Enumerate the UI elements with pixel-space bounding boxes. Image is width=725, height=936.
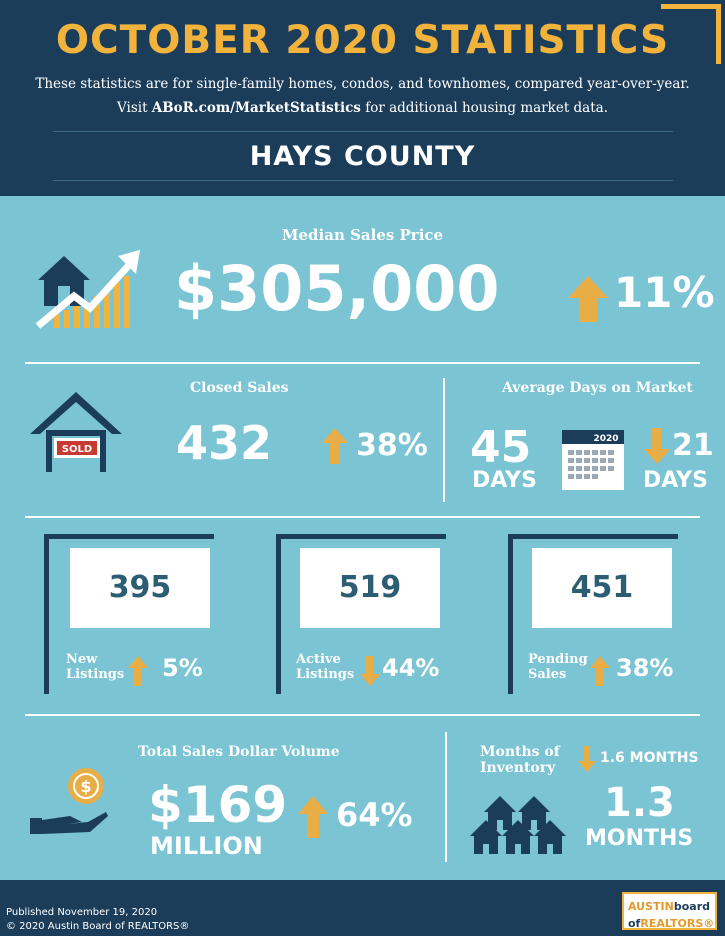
label-line: Pending bbox=[528, 652, 588, 667]
inventory-unit: MONTHS bbox=[585, 826, 694, 851]
sales-volume-unit: MILLION bbox=[150, 832, 263, 860]
logo-text: REALTORS® bbox=[640, 917, 715, 930]
sold-house-icon bbox=[30, 386, 122, 474]
arrow-up-icon bbox=[568, 276, 608, 322]
divider bbox=[53, 180, 673, 181]
divider bbox=[25, 516, 700, 518]
listing-sign bbox=[300, 548, 440, 628]
sign-post bbox=[508, 534, 513, 694]
sold-sign-text: SOLD bbox=[61, 444, 93, 455]
svg-text:$: $ bbox=[80, 777, 92, 796]
market-stats-link[interactable]: ABoR.com/MarketStatistics bbox=[151, 100, 361, 116]
active-listings-value: 519 bbox=[338, 570, 402, 605]
sign-post bbox=[276, 534, 446, 539]
county-name: HAYS COUNTY bbox=[249, 141, 476, 172]
divider bbox=[53, 131, 673, 132]
subtitle-text: Visit bbox=[117, 100, 152, 116]
arrow-down-icon bbox=[360, 656, 380, 686]
label-line: New bbox=[66, 652, 98, 667]
subtitle-line-2 bbox=[0, 100, 725, 116]
arrow-up-icon bbox=[322, 428, 348, 464]
inventory-value: 1.3 bbox=[604, 780, 675, 826]
page-title: OCTOBER 2020 STATISTICS bbox=[55, 18, 670, 63]
arrow-down-icon bbox=[644, 428, 670, 464]
closed-sales-label: Closed Sales bbox=[190, 380, 289, 396]
abor-logo bbox=[622, 892, 717, 930]
money-hand-icon bbox=[30, 766, 110, 838]
listing-sign bbox=[532, 548, 672, 628]
subtitle-text: for additional housing market data. bbox=[360, 100, 608, 116]
days-change-value: 21 bbox=[672, 428, 714, 463]
pending-sales-label bbox=[528, 652, 588, 682]
pending-sales-change: 38% bbox=[616, 654, 674, 682]
closed-sales-change: 38% bbox=[356, 428, 428, 463]
logo-text: of bbox=[628, 917, 641, 930]
days-unit: DAYS bbox=[472, 468, 537, 493]
calendar-year: 2020 bbox=[593, 434, 619, 444]
median-price-change: 11% bbox=[614, 268, 715, 317]
arrow-up-icon bbox=[590, 656, 610, 686]
houses-icon bbox=[470, 790, 566, 854]
label-line: Inventory bbox=[480, 760, 556, 776]
divider bbox=[25, 362, 700, 364]
footer bbox=[0, 880, 725, 936]
inventory-change: 1.6 MONTHS bbox=[600, 750, 699, 766]
listing-sign bbox=[70, 548, 210, 628]
active-listings-change: 44% bbox=[382, 654, 440, 682]
published-date: Published November 19, 2020 bbox=[6, 907, 158, 918]
inventory-label bbox=[480, 744, 560, 776]
divider bbox=[443, 378, 445, 502]
label-line: Active bbox=[296, 652, 341, 667]
stats-panel bbox=[0, 196, 725, 880]
median-price-value: $305,000 bbox=[174, 252, 500, 325]
label-line: Listings bbox=[66, 667, 125, 682]
copyright: © 2020 Austin Board of REALTORS® bbox=[6, 921, 190, 932]
divider bbox=[25, 714, 700, 716]
header bbox=[0, 0, 725, 196]
house-growth-icon bbox=[34, 248, 144, 332]
sales-volume-value: $169 bbox=[148, 776, 288, 834]
pending-sales-value: 451 bbox=[570, 570, 634, 605]
sales-volume-change: 64% bbox=[336, 796, 413, 834]
arrow-down-icon bbox=[578, 746, 596, 772]
logo-text: AUSTIN bbox=[628, 900, 674, 913]
subtitle-line-1: These statistics are for single-family homes, condos, and townhomes, compared year-over-year. bbox=[35, 76, 690, 92]
active-listings-label bbox=[296, 652, 354, 682]
days-change-unit: DAYS bbox=[643, 468, 708, 493]
sales-volume-label: Total Sales Dollar Volume bbox=[138, 744, 340, 760]
sign-post bbox=[508, 534, 678, 539]
new-listings-change: 5% bbox=[162, 654, 203, 682]
calendar-icon bbox=[562, 430, 624, 490]
label-line: Listings bbox=[296, 667, 355, 682]
arrow-up-icon bbox=[128, 656, 148, 686]
sign-post bbox=[44, 534, 214, 539]
days-on-market-label: Average Days on Market bbox=[502, 380, 693, 396]
logo-text: board bbox=[673, 900, 710, 913]
days-on-market-value: 45 bbox=[470, 422, 532, 473]
label-line: Months of bbox=[480, 744, 560, 760]
divider bbox=[445, 732, 447, 862]
new-listings-label bbox=[66, 652, 124, 682]
sign-post bbox=[44, 534, 49, 694]
closed-sales-value: 432 bbox=[176, 416, 273, 470]
median-price-label: Median Sales Price bbox=[281, 226, 444, 244]
new-listings-value: 395 bbox=[108, 570, 172, 605]
arrow-up-icon bbox=[298, 796, 328, 838]
label-line: Sales bbox=[528, 667, 567, 682]
sign-post bbox=[276, 534, 281, 694]
